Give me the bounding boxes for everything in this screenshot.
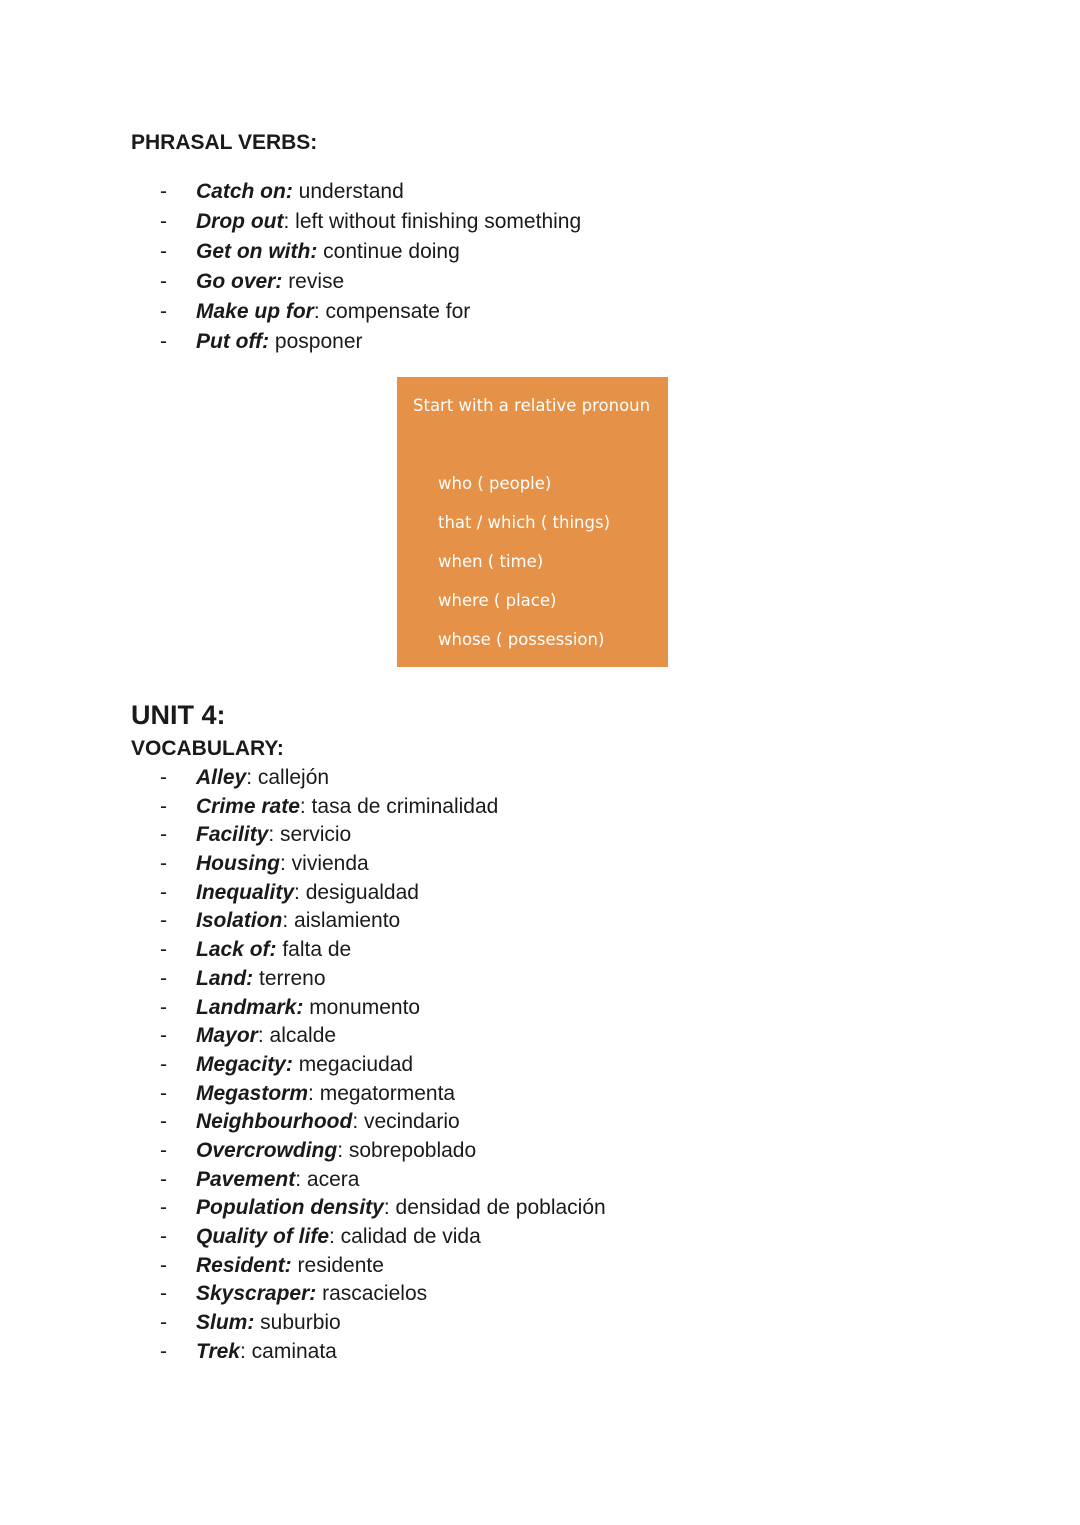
term: Landmark: [196, 995, 304, 1019]
definition: : compensate for [313, 300, 471, 323]
term: Megastorm [196, 1081, 309, 1105]
definition: : desigualdad [294, 880, 419, 904]
definition: : calidad de vida [329, 1225, 481, 1248]
vocabulary-heading: VOCABULARY: [131, 737, 284, 760]
list-item [160, 327, 581, 357]
bullet-dash: - [160, 1024, 167, 1048]
definition: terreno [253, 966, 326, 990]
term: Put off: [196, 330, 270, 353]
term: Go over: [196, 270, 283, 293]
definition: : caminata [239, 1339, 337, 1363]
term: Lack of: [196, 938, 277, 962]
list-item [160, 907, 606, 936]
relative-pronoun-item: whose ( possession) [438, 630, 605, 649]
phrasal-verbs-list [160, 177, 581, 357]
definition: rascacielos [316, 1282, 428, 1306]
definition: monumento [303, 995, 421, 1019]
bullet-dash: - [160, 1196, 167, 1220]
definition: : tasa de criminalidad [299, 794, 499, 818]
definition: : megatormenta [308, 1081, 456, 1105]
bullet-dash: - [160, 240, 167, 263]
definition: revise [282, 270, 345, 293]
term: Neighbourhood [196, 1110, 353, 1134]
relative-pronoun-item: where ( place) [438, 591, 557, 610]
list-item [160, 965, 606, 994]
term: Population density [196, 1196, 384, 1220]
bullet-dash: - [160, 1052, 167, 1076]
list-item [160, 850, 606, 879]
list-item [160, 1194, 606, 1223]
term: Make up for [196, 300, 314, 323]
term: Facility [196, 823, 269, 847]
definition: : vecindario [352, 1110, 460, 1134]
term: Skyscraper: [196, 1282, 317, 1306]
bullet-dash: - [160, 1225, 167, 1248]
bullet-dash: - [160, 1253, 167, 1277]
relative-pronoun-item: when ( time) [438, 552, 544, 571]
term: Quality of life [196, 1225, 330, 1248]
list-item [160, 267, 581, 297]
term: Overcrowding [196, 1138, 338, 1162]
term: Megacity: [196, 1052, 293, 1076]
term: Catch on: [196, 180, 293, 203]
list-item [160, 1223, 606, 1252]
definition: megaciudad [292, 1052, 414, 1076]
term: Drop out [196, 210, 284, 233]
term: Mayor [196, 1024, 258, 1048]
bullet-dash: - [160, 300, 167, 323]
term: Slum: [196, 1311, 255, 1335]
relative-pronoun-item: who ( people) [438, 474, 552, 493]
bullet-dash: - [160, 330, 167, 353]
list-item [160, 177, 581, 207]
list-item [160, 1051, 606, 1080]
bullet-dash: - [160, 766, 167, 789]
bullet-dash: - [160, 210, 167, 233]
relative-pronoun-box-title: Start with a relative pronoun [413, 396, 651, 415]
definition: posponer [269, 330, 363, 353]
bullet-dash: - [160, 823, 167, 847]
list-item [160, 1137, 606, 1166]
bullet-dash: - [160, 1167, 167, 1191]
bullet-dash: - [160, 852, 167, 876]
bullet-dash: - [160, 1081, 167, 1105]
bullet-dash: - [160, 1110, 167, 1134]
list-item [160, 1280, 606, 1309]
term: Resident: [196, 1253, 292, 1277]
definition: : callejón [246, 766, 330, 789]
vocabulary-list [160, 764, 606, 1366]
relative-pronoun-box [397, 377, 668, 667]
definition: : vivienda [280, 852, 369, 876]
relative-pronoun-list [438, 474, 610, 669]
term: Land: [196, 966, 254, 990]
list-item [160, 1022, 606, 1051]
list-item [160, 879, 606, 908]
bullet-dash: - [160, 794, 167, 818]
term: Pavement [196, 1167, 296, 1191]
bullet-dash: - [160, 909, 167, 933]
term: Crime rate [196, 794, 300, 818]
term: Trek [196, 1339, 240, 1363]
list-item [160, 936, 606, 965]
definition: : acera [295, 1167, 360, 1191]
bullet-dash: - [160, 1138, 167, 1162]
bullet-dash: - [160, 1311, 167, 1335]
list-item [160, 1252, 606, 1281]
list-item [160, 1080, 606, 1109]
unit-title: UNIT 4: [131, 700, 226, 730]
definition: suburbio [254, 1311, 341, 1335]
bullet-dash: - [160, 995, 167, 1019]
list-item [160, 1108, 606, 1137]
bullet-dash: - [160, 270, 167, 293]
definition: : servicio [268, 823, 352, 847]
phrasal-verbs-heading: PHRASAL VERBS: [131, 131, 318, 154]
list-item [160, 207, 581, 237]
definition: : sobrepoblado [337, 1138, 477, 1162]
definition: continue doing [317, 240, 460, 263]
definition: understand [292, 180, 404, 203]
list-item [160, 297, 581, 327]
list-item [160, 1166, 606, 1195]
list-item [160, 793, 606, 822]
list-item [160, 821, 606, 850]
term: Alley [196, 766, 247, 789]
term: Housing [196, 852, 280, 876]
list-item [160, 1338, 606, 1367]
bullet-dash: - [160, 1339, 167, 1363]
definition: : left without finishing something [283, 210, 582, 233]
term: Inequality [196, 880, 295, 904]
bullet-dash: - [160, 880, 167, 904]
definition: residente [291, 1253, 384, 1277]
list-item [160, 1309, 606, 1338]
term: Get on with: [196, 240, 318, 263]
list-item [160, 237, 581, 267]
list-item [160, 994, 606, 1023]
definition: : densidad de población [383, 1196, 606, 1220]
definition: : aislamiento [282, 909, 401, 933]
definition: falta de [276, 938, 352, 962]
list-item [160, 764, 606, 793]
definition: : alcalde [257, 1024, 337, 1048]
bullet-dash: - [160, 966, 167, 990]
bullet-dash: - [160, 938, 167, 962]
term: Isolation [196, 909, 283, 933]
bullet-dash: - [160, 180, 167, 203]
bullet-dash: - [160, 1282, 167, 1306]
relative-pronoun-item: that / which ( things) [438, 513, 611, 532]
